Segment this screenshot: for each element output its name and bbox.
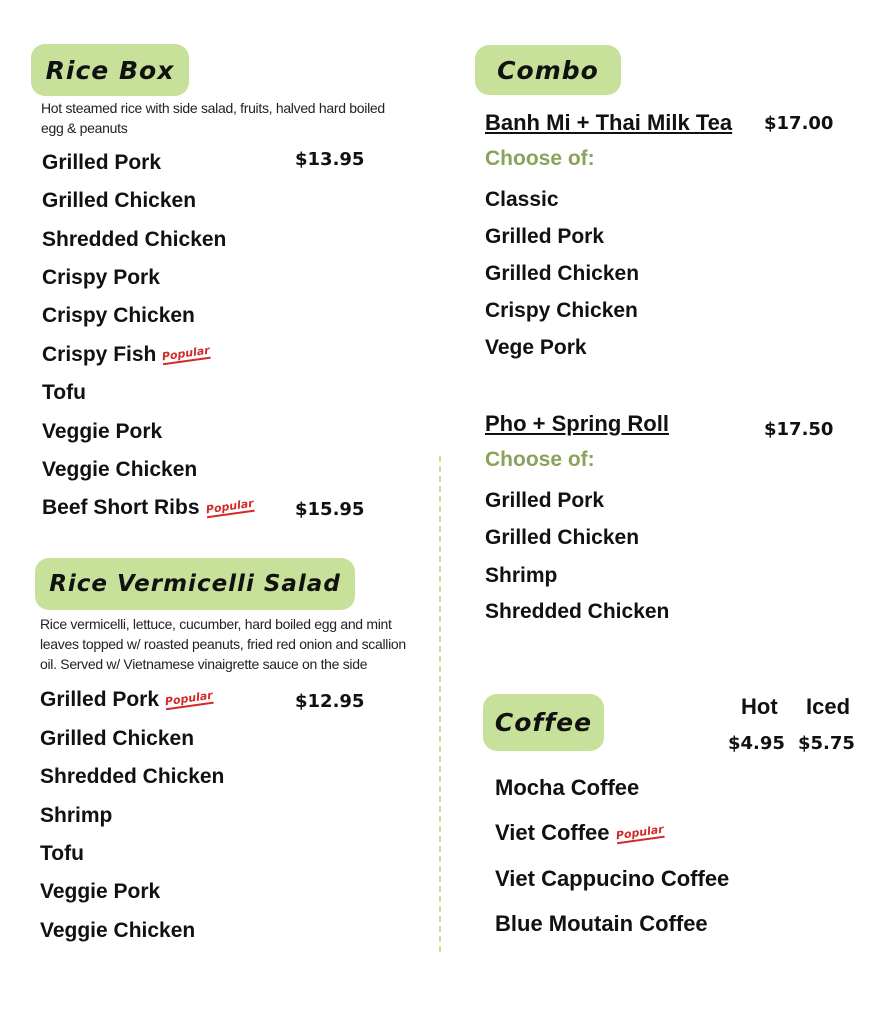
- item-name: Shrimp: [40, 804, 113, 827]
- item-name: Grilled Chicken: [40, 727, 195, 750]
- combo-option: Grilled Pork: [485, 489, 605, 512]
- rice-box-item: [42, 266, 160, 290]
- vermicelli-item: [40, 688, 213, 712]
- item-name: Shredded Chicken: [42, 228, 227, 251]
- item-name: Tofu: [40, 842, 84, 865]
- item-name: Tofu: [42, 381, 86, 404]
- coffee-item: [495, 911, 708, 937]
- combo-option: Grilled Chicken: [485, 526, 640, 549]
- vermicelli-item: [40, 765, 224, 789]
- item-name: Veggie Chicken: [40, 919, 196, 942]
- rice-box-item: [42, 304, 195, 328]
- hot-price: $4.95: [728, 733, 785, 754]
- rice-box-item: [42, 343, 210, 367]
- rice-box-item: [42, 458, 197, 482]
- rice-box-price: $13.95: [295, 149, 365, 170]
- combo-price: $17.00: [764, 113, 834, 134]
- popular-badge: Popular: [614, 822, 664, 843]
- coffee-item: [495, 820, 663, 846]
- vermicelli-item: [40, 880, 160, 904]
- rice-box-title: Rice Box: [45, 55, 175, 85]
- combo-price: $17.50: [764, 419, 834, 440]
- rice-box-item: [42, 496, 253, 520]
- coffee-header: [483, 694, 604, 751]
- coffee-item: [495, 775, 639, 801]
- popular-badge: Popular: [164, 689, 214, 709]
- rice-box-item: [42, 228, 226, 252]
- rice-box-price: $15.95: [295, 499, 365, 520]
- vermicelli-item: [40, 842, 84, 866]
- popular-badge: Popular: [204, 497, 254, 517]
- hot-label: Hot: [741, 694, 778, 719]
- vermicelli-item: [40, 919, 195, 943]
- combo-option: Grilled Pork: [485, 225, 605, 248]
- coffee-item: [495, 866, 729, 892]
- iced-price: $5.75: [798, 733, 855, 754]
- combo-title: Combo: [497, 55, 599, 85]
- combo-header: [475, 45, 621, 95]
- item-name: Mocha Coffee: [495, 775, 640, 800]
- rice-box-header: [31, 44, 189, 96]
- combo-name: Pho + Spring Roll: [485, 411, 669, 436]
- choose-label: Choose of:: [485, 448, 595, 471]
- item-name: Veggie Chicken: [42, 458, 198, 481]
- item-name: Crispy Pork: [42, 266, 160, 289]
- rice-box-item: [42, 381, 86, 405]
- item-name: Viet Cappucino Coffee: [495, 866, 730, 891]
- item-name: Beef Short Ribs: [42, 496, 200, 519]
- vermicelli-header: [35, 558, 355, 610]
- item-name: Grilled Chicken: [42, 189, 197, 212]
- rice-box-item: [42, 189, 196, 213]
- rice-box-item: [42, 420, 162, 444]
- combo-option: Shredded Chicken: [485, 600, 670, 623]
- combo-name: Banh Mi + Thai Milk Tea: [485, 110, 733, 135]
- choose-label: Choose of:: [485, 147, 595, 170]
- coffee-title: Coffee: [494, 708, 593, 737]
- vermicelli-item: [40, 727, 194, 751]
- combo-option: Classic: [485, 188, 559, 211]
- item-name: Veggie Pork: [42, 420, 163, 443]
- combo-option: Grilled Chicken: [485, 262, 640, 285]
- rice-box-description: Hot steamed rice with side salad, fruits, halved hard boiled egg & peanuts: [41, 100, 385, 136]
- combo-option: Shrimp: [485, 564, 558, 587]
- vermicelli-description: Rice vermicelli, lettuce, cucumber, hard boiled egg and mint leaves topped w/ roasted peanuts, fried red onion and scallion oil. Served w/ Vietnamese vinaigrette sauce on the side: [40, 616, 406, 672]
- item-name: Grilled Pork: [42, 151, 162, 174]
- vermicelli-title: Rice Vermicelli Salad: [49, 571, 341, 597]
- item-name: Viet Coffee: [495, 820, 610, 845]
- popular-badge: Popular: [161, 344, 211, 364]
- item-name: Grilled Pork: [40, 688, 160, 711]
- vermicelli-item: [40, 804, 112, 828]
- combo-option: Crispy Chicken: [485, 299, 638, 322]
- item-name: Veggie Pork: [40, 880, 161, 903]
- item-name: Shredded Chicken: [40, 765, 225, 788]
- combo-option: Vege Pork: [485, 336, 587, 359]
- item-name: Crispy Fish: [42, 343, 157, 366]
- rice-box-item: [42, 151, 161, 175]
- iced-label: Iced: [806, 694, 851, 719]
- vermicelli-price: $12.95: [295, 691, 365, 712]
- item-name: Crispy Chicken: [42, 304, 195, 327]
- item-name: Blue Moutain Coffee: [495, 911, 708, 936]
- column-divider: [439, 456, 441, 952]
